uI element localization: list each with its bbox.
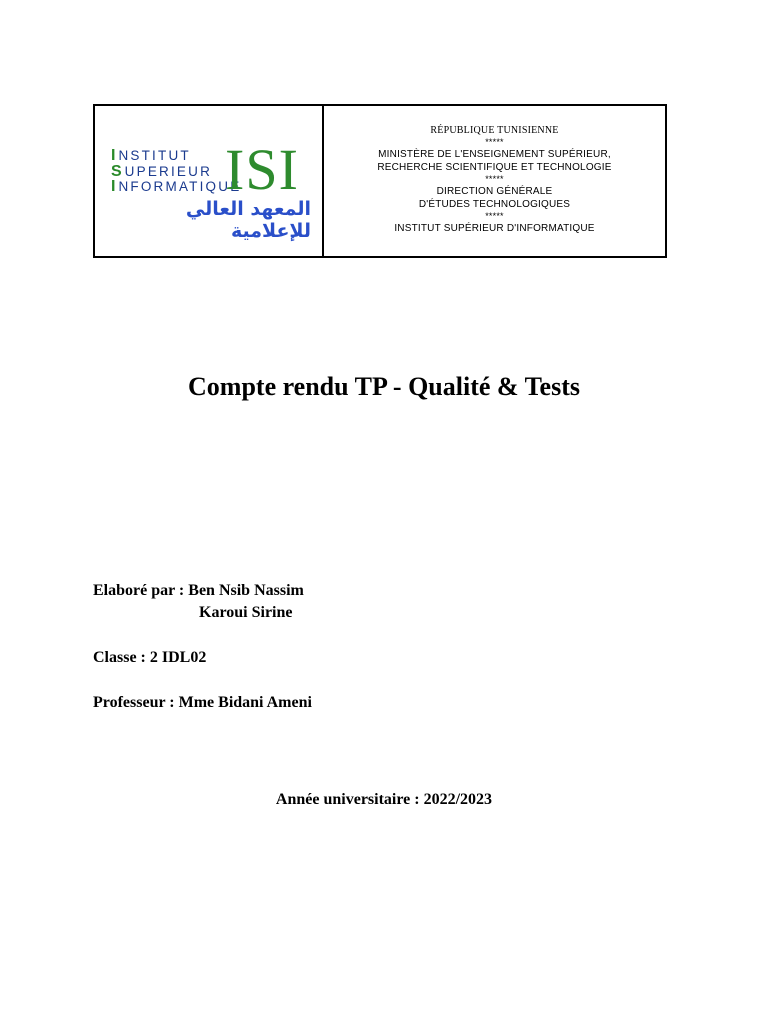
logo-word-informatique: INFORMATIQUE	[111, 178, 242, 195]
logo-arabic-name: المعهد العالي للإعلامية	[185, 198, 311, 242]
authors-row	[93, 580, 312, 602]
republic-line: RÉPUBLIQUE TUNISIENNE	[430, 125, 559, 136]
direction-line-1: DIRECTION GÉNÉRALE	[436, 186, 553, 197]
class-line: Classe : 2 IDL02	[93, 649, 207, 666]
logo-text	[111, 148, 241, 195]
authors-label: Elaboré par :	[93, 582, 189, 599]
ministry-line-1: MINISTÈRE DE L'ENSEIGNEMENT SUPÉRIEUR,	[378, 149, 611, 160]
author-name: Ben Nsib Nassim	[188, 582, 304, 599]
author-name: Karoui Sirine	[199, 604, 293, 621]
logo-word-superieur: SUPERIEUR	[111, 162, 213, 180]
separator-stars: *****	[485, 137, 504, 147]
institution-logo	[95, 106, 324, 256]
institution-info	[324, 106, 665, 256]
logo-acronym: ISI	[225, 137, 299, 202]
report-details	[93, 580, 312, 714]
document-title: Compte rendu TP - Qualité & Tests	[188, 372, 580, 401]
ministry-line-2: RECHERCHE SCIENTIFIQUE ET TECHNOLOGIE	[377, 162, 612, 173]
professor-line: Professeur : Mme Bidani Ameni	[93, 694, 312, 711]
logo-word-institut: INSTITUT	[111, 147, 191, 164]
academic-year: Année universitaire : 2022/2023	[275, 791, 493, 808]
institute-line: INSTITUT SUPÉRIEUR D'INFORMATIQUE	[394, 223, 595, 234]
header-box	[93, 104, 667, 258]
direction-line-2: D'ÉTUDES TECHNOLOGIQUES	[418, 199, 571, 210]
separator-stars: *****	[485, 174, 504, 184]
separator-stars: *****	[485, 211, 504, 221]
